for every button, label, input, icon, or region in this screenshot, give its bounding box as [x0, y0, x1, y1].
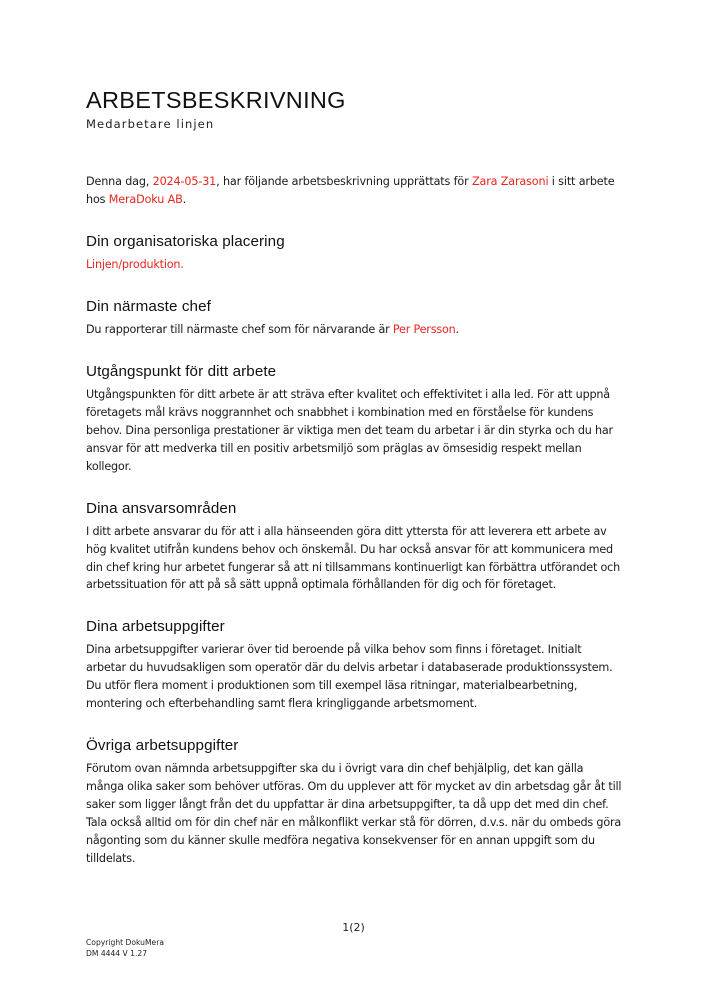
section-heading: Din närmaste chef: [86, 298, 211, 316]
section-starting-point: [86, 363, 622, 476]
document-title: ARBETSBESKRIVNING: [86, 87, 346, 113]
section-placement: [86, 233, 622, 274]
document-subtitle: Medarbetare linjen: [86, 117, 215, 132]
section-heading: Övriga arbetsuppgifter: [86, 737, 239, 755]
intro-text: i sitt arbete hos: [86, 175, 615, 207]
section-heading: Utgångspunkt för ditt arbete: [86, 363, 277, 381]
section-tasks: [86, 618, 622, 713]
section-heading: Din organisatoriska placering: [86, 233, 285, 251]
section-heading: Dina ansvarsområden: [86, 499, 237, 517]
intro-paragraph: [86, 173, 622, 209]
section-heading: Dina arbetsuppgifter: [86, 618, 225, 636]
intro-text: .: [182, 193, 187, 207]
section-other-tasks: [86, 737, 622, 868]
section-manager: [86, 298, 622, 339]
section-responsibilities: [86, 500, 622, 595]
section-body: Dina arbetsuppgifter varierar över tid beroende på vilka behov som finns i företaget. Initialt arbetar du huvudsakligen som operatör där du delvis arbetar i databaserade produktionssystem. Du utför flera moment i produktionen som till exempel läsa ritningar, materialbearbetning, montering och efterbehandling samt flera kringliggande arbetsmoment.: [86, 643, 613, 711]
manager-text: Du rapporterar till närmaste chef som för närvarande är: [86, 323, 393, 337]
footer-copyright: Copyright DokuMera: [86, 938, 164, 947]
manager-text: .: [455, 323, 459, 337]
company-name: MeraDoku AB: [108, 193, 183, 207]
footer-version: DM 4444 V 1.27: [86, 949, 148, 958]
manager-name: Per Persson: [392, 323, 456, 337]
employee-name: Zara Zarasoni: [471, 175, 549, 189]
section-body: Förutom ovan nämnda arbetsuppgifter ska du i övrigt vara din chef behjälplig, det kan gälla många olika saker som behöver utföras. Om du upplever att för mycket av din arbetsdag går åt till saker som ligger långt från det du uppfattar är dina arbetsuppgifter, ta då upp det med din chef. Tala också alltid om för din chef när en målkonflikt verkar stå för dörren, d.v.s. när du ombeds göra någonting som du känner skulle medföra negativa konsekvenser för en annan uppgift som du tilldelats.: [86, 762, 622, 865]
section-body: I ditt arbete ansvarar du för att i alla hänseenden göra ditt yttersta för att leverera ett arbete av hög kvalitet utifrån kundens behov och önskemål. Du har också ansvar för att kommunicera med din chef kring hur arbetet fungerar så att ni tillsammans kontinuerligt kan förbättra utförandet och arbetssituation för att på så sätt uppnå optimala förhållanden för dig och för företaget.: [86, 524, 620, 592]
document-date: 2024-05-31: [152, 175, 217, 189]
manager-paragraph: [86, 321, 622, 339]
intro-text: , har följande arbetsbeskrivning upprättats för: [216, 175, 472, 189]
page-number: 1(2): [342, 921, 365, 934]
section-body: Utgångspunkten för ditt arbete är att sträva efter kvalitet och effektivitet i alla led. För att uppnå företagets mål krävs noggrannhet och snabbhet i kombination med en förståelse för kundens behov. Dina personliga prestationer är viktiga men det team du arbetar i är din styrka och du har ansvar för att medverka till en positiv arbetsmiljö som präglas av ömsesidig respekt mellan kollegor.: [86, 388, 613, 473]
placement-value: Linjen/produktion.: [86, 258, 184, 272]
document-content: [86, 86, 622, 868]
intro-text: Denna dag,: [86, 175, 153, 189]
document-footer: [86, 937, 164, 959]
